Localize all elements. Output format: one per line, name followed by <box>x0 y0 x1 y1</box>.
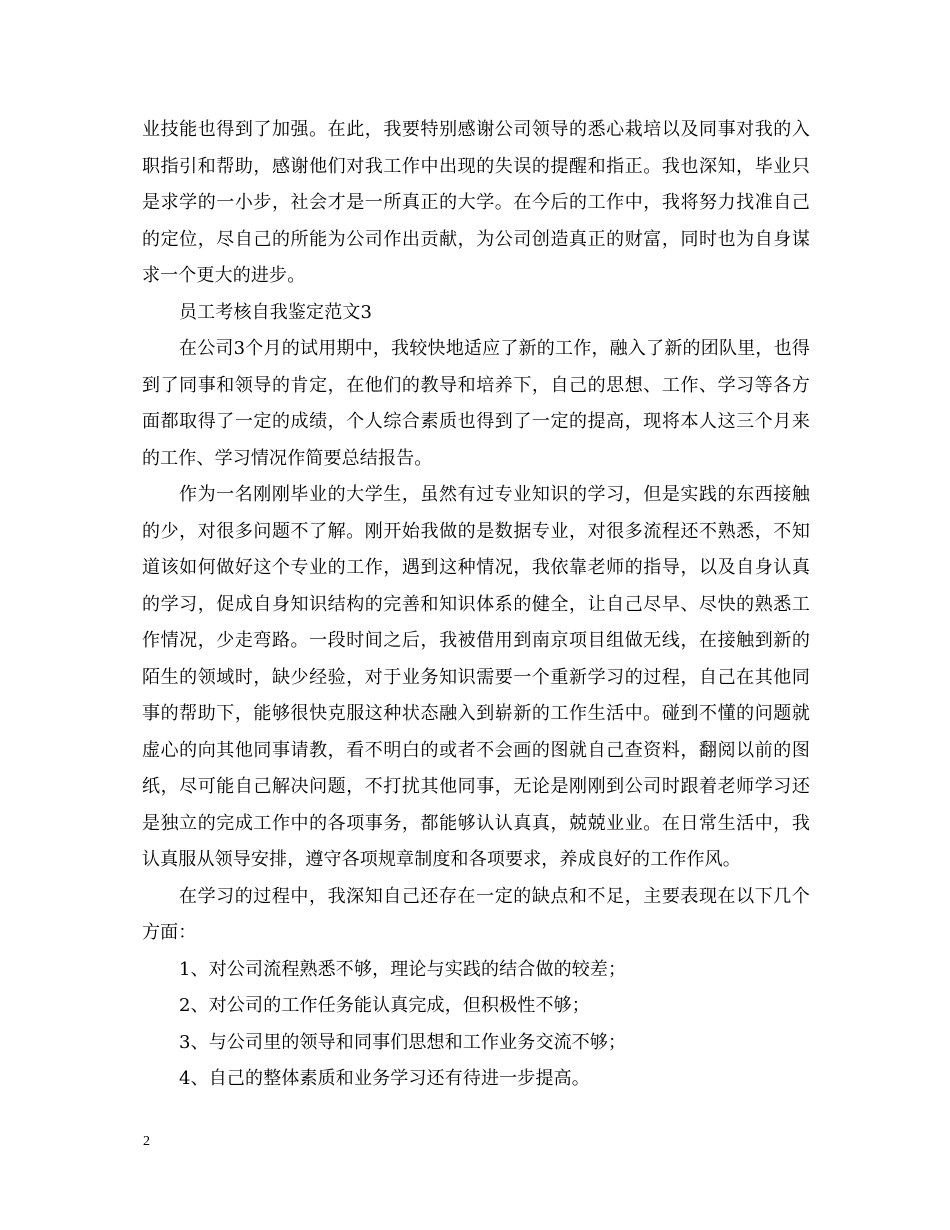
paragraph-intro: 在公司3个月的试用期中，我较快地适应了新的工作，融入了新的团队里，也得到了同事和领导的肯定，在他们的教导和培养下，自己的思想、工作、学习等各方面都取得了一定的成绩，个人综合素质也得到了一定的提高，现将本人这三个月来的工作、学习情况作简要总结报告。 <box>142 338 810 469</box>
paragraph-shortcomings: 在学习的过程中，我深知自己还存在一定的缺点和不足，主要表现在以下几个方面： <box>142 885 810 943</box>
list-item: 4、自己的整体素质和业务学习还有待进一步提高。 <box>179 1068 590 1089</box>
page-number: 2 <box>143 1134 150 1149</box>
list-item: 3、与公司里的领导和同事们思想和工作业务交流不够； <box>179 1031 627 1053</box>
list-item: 2、对公司的工作任务能认真完成，但积极性不够； <box>179 995 590 1016</box>
paragraph-experience: 作为一名刚刚毕业的大学生，虽然有过专业知识的学习，但是实践的东西接触的少，对很多问题不了解。刚开始我做的是数据专业，对很多流程还不熟悉，不知道该如何做好这个专业的工作，遇到这种情况，我依靠老师的指导，以及自身认真的学习，促成自身知识结构的完善和知识体系的健全，让自己尽早、尽快的熟悉工作情况，少走弯路。一段时间之后，我被借用到南京项目组做无线，在接触到新的陌生的领域时，缺少经验，对于业务知识需要一个重新学习的过程，自己在其他同事的帮助下，能够很快克服这种状态融入到崭新的工作生活中。碰到不懂的问题就虚心的向其他同事请教，看不明白的或者不会画的图就自己查资料，翻阅以前的图纸，尽可能自己解决问题，不打扰其他同事，无论是刚刚到公司时跟着老师学习还是独立的完成工作中的各项事务，都能够认认真真，兢兢业业。在日常生活中，我认真服从领导安排，遵守各项规章制度和各项要求，养成良好的工作作风。 <box>142 484 810 870</box>
document-body <box>142 112 810 1098</box>
list-item: 1、对公司流程熟悉不够，理论与实践的结合做的较差； <box>179 958 627 980</box>
section-heading: 员工考核自我鉴定范文3 <box>179 301 373 323</box>
paragraph-continuation: 业技能也得到了加强。在此，我要特别感谢公司领导的悉心栽培以及同事对我的入职指引和帮助，感谢他们对我工作中出现的失误的提醒和指正。我也深知，毕业只是求学的一小步，社会才是一所真正的大学。在今后的工作中，我将努力找准自己的定位，尽自己的所能为公司作出贡献，为公司创造真正的财富，同时也为自身谋求一个更大的进步。 <box>142 119 810 286</box>
